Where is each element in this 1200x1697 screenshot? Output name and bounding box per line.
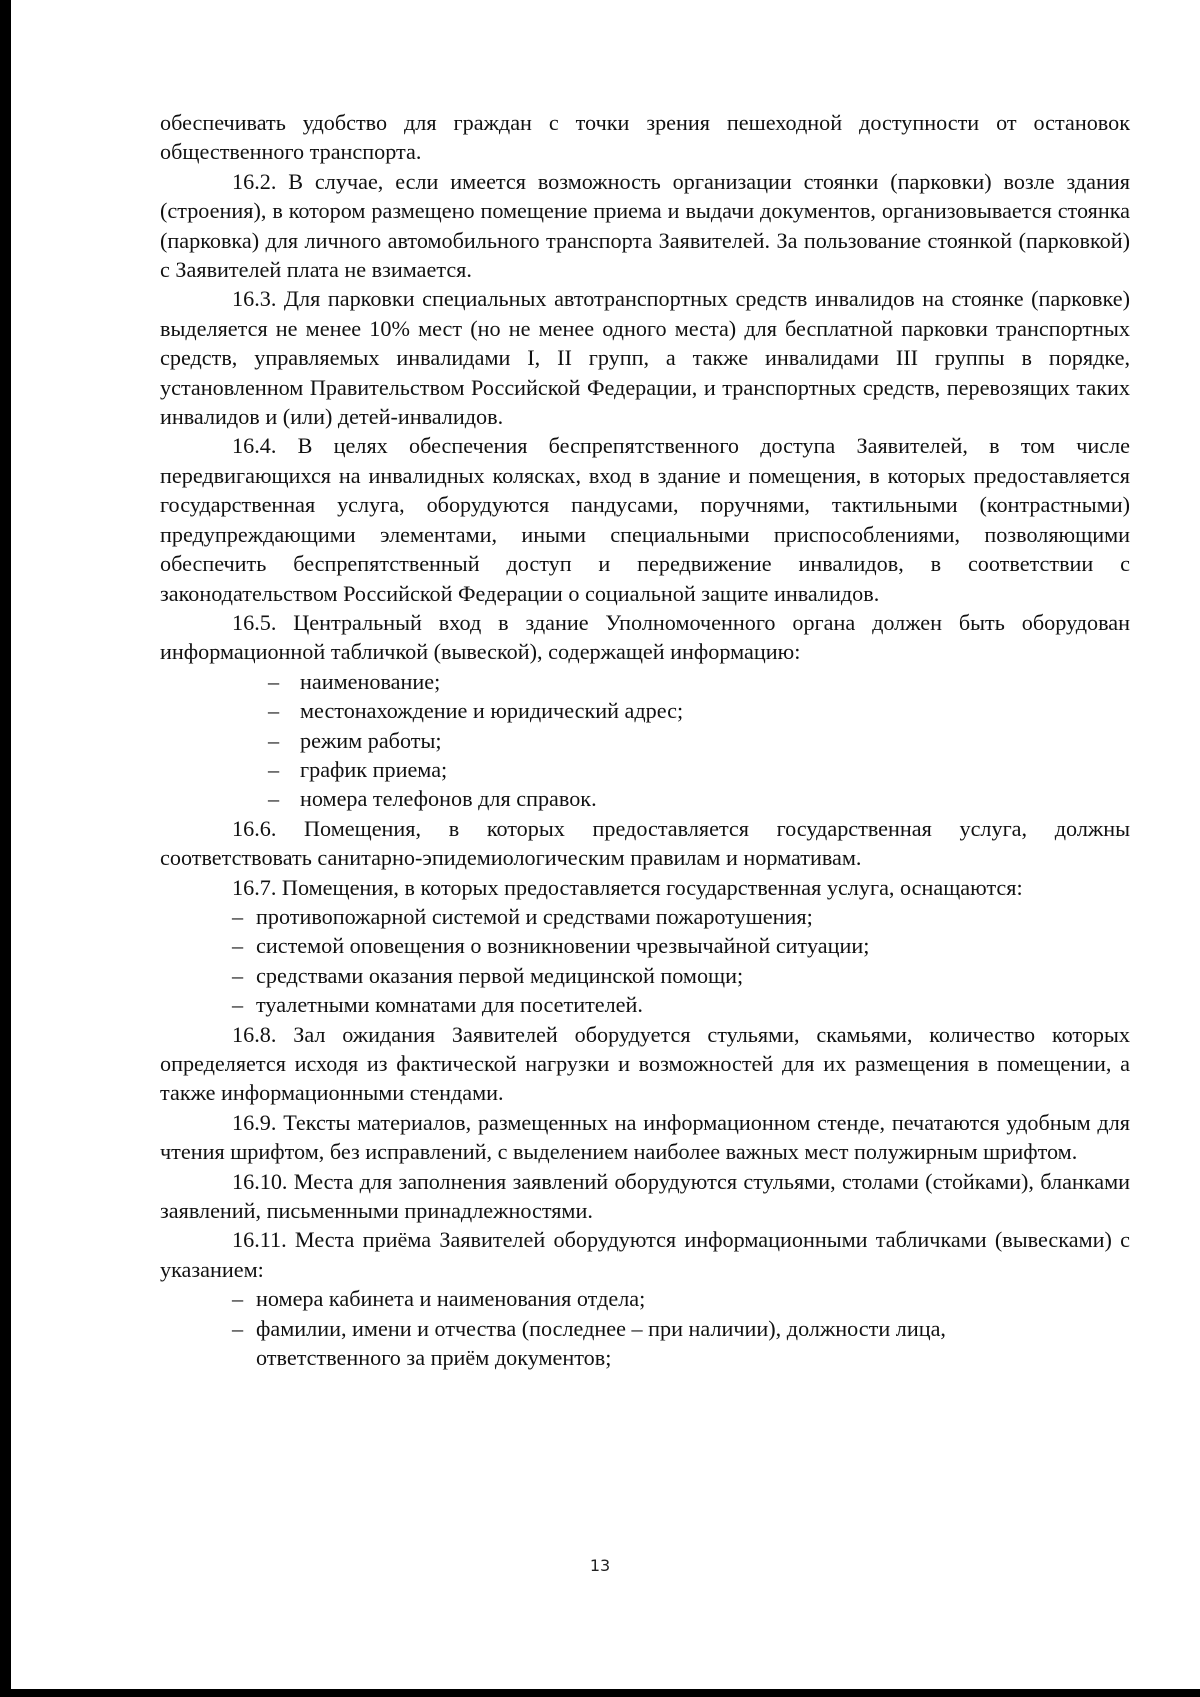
paragraph-16-6: 16.6. Помещения, в которых предоставляется государственная услуга, должны соответствовать санитарно-эпидемиологическим правилам и нормативам. [160,815,1130,871]
list-item: – туалетными комнатами для посетителей. [232,992,643,1018]
list-item: – наименование; [268,668,441,694]
paragraph-16-5: 16.5. Центральный вход в здание Уполномоченного органа должен быть оборудован информационной табличкой (вывеской), содержащей информацию: [160,609,1130,665]
list-item: – режим работы; [268,727,442,753]
list-item: – средствами оказания первой медицинской помощи; [232,962,744,988]
paragraph-16-4: 16.4. В целях обеспечения беспрепятственного доступа Заявителей, в том числе передвигающихся на инвалидных колясках, вход в здание и помещения, в которых предоставляется государственная услуга, оборудуются пандусами, поручнями, тактильными (контрастными) предупреждающими элементами, иными специальными приспособлениями, позволяющими обеспечить беспрепятственный доступ и передвижение инвалидов, в соответствии с законодательством Российской Федерации о социальной защите инвалидов. [160,433,1130,606]
list-item: – номера телефонов для справок. [268,786,597,812]
list-16-5 [160,667,1130,814]
list-item: – фамилии, имени и отчества (последнее – при наличии), должности лица, ответственного за приём документов; [232,1315,946,1371]
paragraph-16-8: 16.8. Зал ожидания Заявителей оборудуется стульями, скамьями, количество которых определяется исходя из фактической нагрузки и возможностей для их размещения в помещении, а также информационными стендами. [160,1021,1130,1106]
paragraph-16-10: 16.10. Места для заполнения заявлений оборудуются стульями, столами (стойками), бланками заявлений, письменными принадлежностями. [160,1168,1130,1224]
list-item: – график приема; [268,756,448,782]
list-item: – номера кабинета и наименования отдела; [232,1286,646,1312]
list-item: – противопожарной системой и средствами пожаротушения; [232,903,813,929]
paragraph-16-7: 16.7. Помещения, в которых предоставляется государственная услуга, оснащаются: [232,874,1023,900]
paragraph-16-11: 16.11. Места приёма Заявителей оборудуются информационными табличками (вывесками) с указанием: [160,1227,1130,1282]
document-page [160,108,1130,1372]
paragraph-16-3: 16.3. Для парковки специальных автотранспортных средств инвалидов на стоянке (парковке) выделяется не менее 10% мест (но не менее одного места) для бесплатной парковки транспортных средств, управляемых инвалидами I, II групп, а также инвалидами III группы в порядке, установленном Правительством Российской Федерации, и транспортных средств, перевозящих таких инвалидов и (или) детей-инвалидов. [160,286,1130,430]
list-item: – системой оповещения о возникновении чрезвычайной ситуации; [232,933,870,959]
paragraph-16-2: 16.2. В случае, если имеется возможность организации стоянки (парковки) возле здания (строения), в котором размещено помещение приема и выдачи документов, организовывается стоянка (парковка) для личного автомобильного транспорта Заявителей. За пользование стоянкой (парковкой) с Заявителей плата не взимается. [160,168,1130,283]
paragraph-16-9: 16.9. Тексты материалов, размещенных на информационном стенде, печатаются удобным для чтения шрифтом, без исправлений, с выделением наиболее важных мест полужирным шрифтом. [160,1109,1130,1165]
page-number: 13 [589,1556,611,1575]
list-16-7 [160,902,1130,1020]
list-item: – местонахождение и юридический адрес; [268,698,684,724]
scan-edge-bottom [0,1689,1200,1697]
paragraph-lead: обеспечивать удобство для граждан с точки зрения пешеходной доступности от остановок общественного транспорта. [160,110,1130,165]
scan-edge-left [0,0,11,1697]
list-16-11 [160,1284,1130,1372]
